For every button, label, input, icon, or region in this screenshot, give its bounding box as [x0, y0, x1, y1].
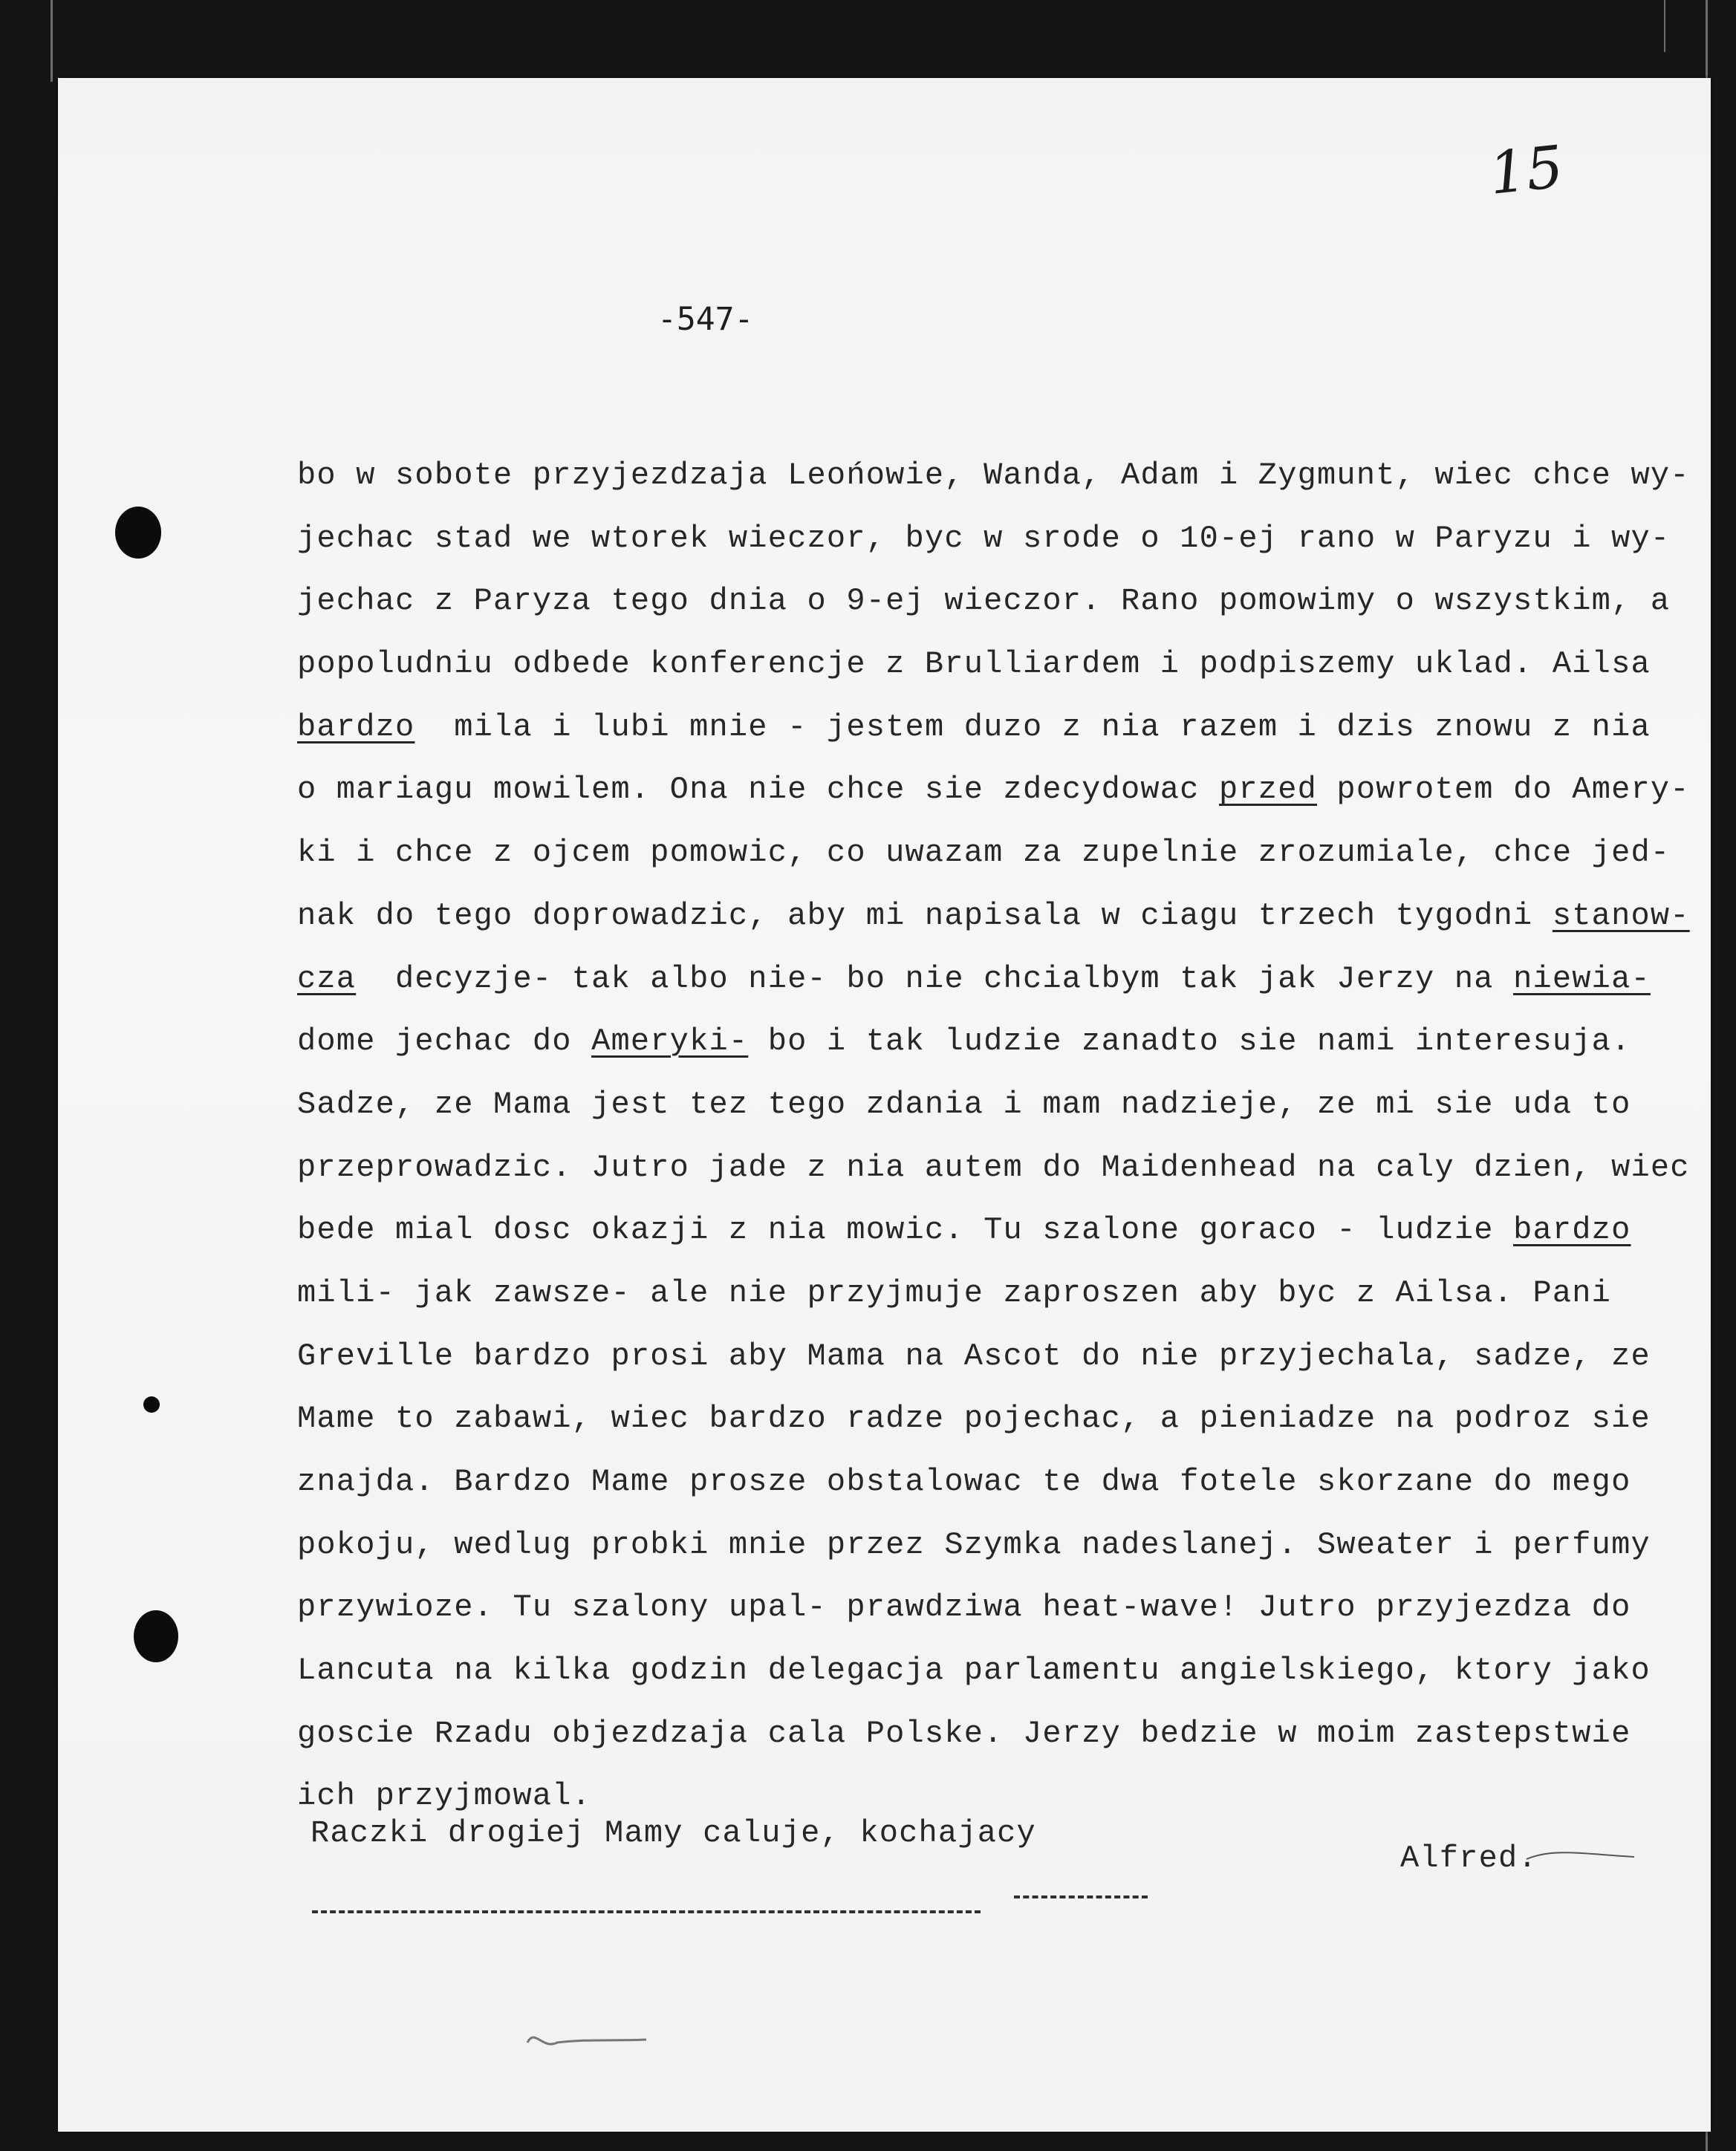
letter-line: [297, 1451, 1631, 1514]
line-text: Sadze, ze Mama jest tez tego zdania i mam nadzieje, ze mi sie uda to: [297, 1086, 1631, 1122]
line-text: mila i lubi mnie - jestem duzo z nia razem i dzis znowu z nia: [415, 709, 1651, 745]
underlined-text: przed: [1219, 772, 1318, 808]
line-text: o mariagu mowilem. Ona nie chce sie zdecydowac: [297, 772, 1219, 808]
letter-line: [297, 1325, 1651, 1388]
line-text: przeprowadzic. Jutro jade z nia autem do Maidenhead na caly dzien, wiec: [297, 1149, 1690, 1185]
underlined-text: bardzo: [297, 709, 415, 745]
punch-hole: [134, 1610, 178, 1662]
letter-line: [297, 1387, 1651, 1451]
underlined-text: bardzo: [1513, 1212, 1631, 1249]
underlined-text: Ameryki-: [591, 1024, 749, 1060]
letter-line: [297, 507, 1671, 570]
line-text: popoludniu odbede konferencje z Brulliardem i podpiszemy uklad. Ailsa: [297, 646, 1651, 683]
letter-body: [297, 444, 1690, 1828]
line-text: ki i chce z ojcem pomowic, co uwazam za zupelnie zrozumiale, chce jed-: [297, 835, 1671, 871]
letter-line: [297, 633, 1651, 696]
line-text: Lancuta na kilka godzin delegacja parlamentu angielskiego, ktory jako: [297, 1653, 1651, 1689]
line-text: mili- jak zawsze- ale nie przyjmuje zaproszen aby byc z Ailsa. Pani: [297, 1275, 1612, 1311]
line-text: dome jechac do: [297, 1024, 592, 1060]
closing-line: Raczki drogiej Mamy caluje, kochajacy: [311, 1815, 1036, 1851]
closing-dash-rule-short: [1014, 1895, 1148, 1898]
pencil-mark: [520, 2020, 654, 2057]
letter-line: [297, 1639, 1651, 1702]
folio-number: 15: [1486, 134, 1567, 208]
letter-line: [297, 570, 1671, 633]
line-text: przywioze. Tu szalony upal- prawdziwa heat-wave! Jutro przyjezdza do: [297, 1589, 1631, 1626]
film-edge-mark: [51, 0, 53, 82]
letter-line: [297, 1514, 1651, 1577]
letter-line: [297, 821, 1671, 885]
letter-line: [297, 948, 1651, 1011]
line-text: goscie Rzadu objezdzaja cala Polske. Jerzy bedzie w moim zastepstwie: [297, 1715, 1631, 1751]
line-text: ich przyjmowal.: [297, 1778, 592, 1815]
letter-line: [297, 1702, 1631, 1766]
signature-flourish: [1523, 1841, 1642, 1870]
signature: Alfred.: [1400, 1841, 1538, 1876]
line-text: Greville bardzo prosi aby Mama na Ascot do nie przyjechala, sadze, ze: [297, 1338, 1651, 1374]
letter-line: [297, 885, 1690, 948]
underlined-text: cza: [297, 960, 357, 997]
line-text: bede mial dosc okazji z nia mowic. Tu szalone goraco - ludzie: [297, 1212, 1514, 1249]
line-text: nak do tego doprowadzic, aby mi napisala w ciagu trzech tygodni: [297, 897, 1553, 934]
underlined-text: stanow-: [1552, 897, 1690, 934]
letter-line: [297, 758, 1690, 821]
line-text: decyzje- tak albo nie- bo nie chcialbym tak jak Jerzy na: [356, 960, 1514, 997]
letter-line: [297, 1576, 1631, 1639]
punch-hole: [143, 1396, 160, 1413]
letter-line: [297, 1073, 1631, 1136]
line-text: pokoju, wedlug probki mnie przez Szymka nadeslanej. Sweater i perfumy: [297, 1526, 1651, 1563]
line-text: powrotem do Amery-: [1317, 772, 1690, 808]
line-text: znajda. Bardzo Mame prosze obstalowac te dwa fotele skorzane do mego: [297, 1464, 1631, 1500]
line-text: jechac stad we wtorek wieczor, byc w srode o 10-ej rano w Paryzu i wy-: [297, 520, 1671, 556]
line-text: Mame to zabawi, wiec bardzo radze pojechac, a pieniadze na podroz sie: [297, 1401, 1651, 1437]
letter-line: [297, 1199, 1631, 1262]
letter-line: [297, 1136, 1690, 1200]
line-text: bo i tak ludzie zanadto sie nami interesuja.: [748, 1024, 1631, 1060]
film-edge-mark: [1664, 0, 1665, 52]
line-text: bo w sobote przyjezdzaja Leońowie, Wanda, Adam i Zygmunt, wiec chce wy-: [297, 458, 1690, 493]
underlined-text: niewia-: [1513, 960, 1651, 997]
closing-dash-rule: [312, 1910, 981, 1913]
punch-hole: [115, 507, 161, 559]
letter-line: [297, 1262, 1619, 1325]
page-number: -547-: [657, 301, 754, 338]
line-text: jechac z Paryza tego dnia o 9-ej wieczor. Rano pomowimy o wszystkim, a: [297, 583, 1671, 619]
letter-line: [297, 444, 1690, 507]
letter-line: [297, 1010, 1631, 1073]
letter-line: [297, 696, 1651, 759]
